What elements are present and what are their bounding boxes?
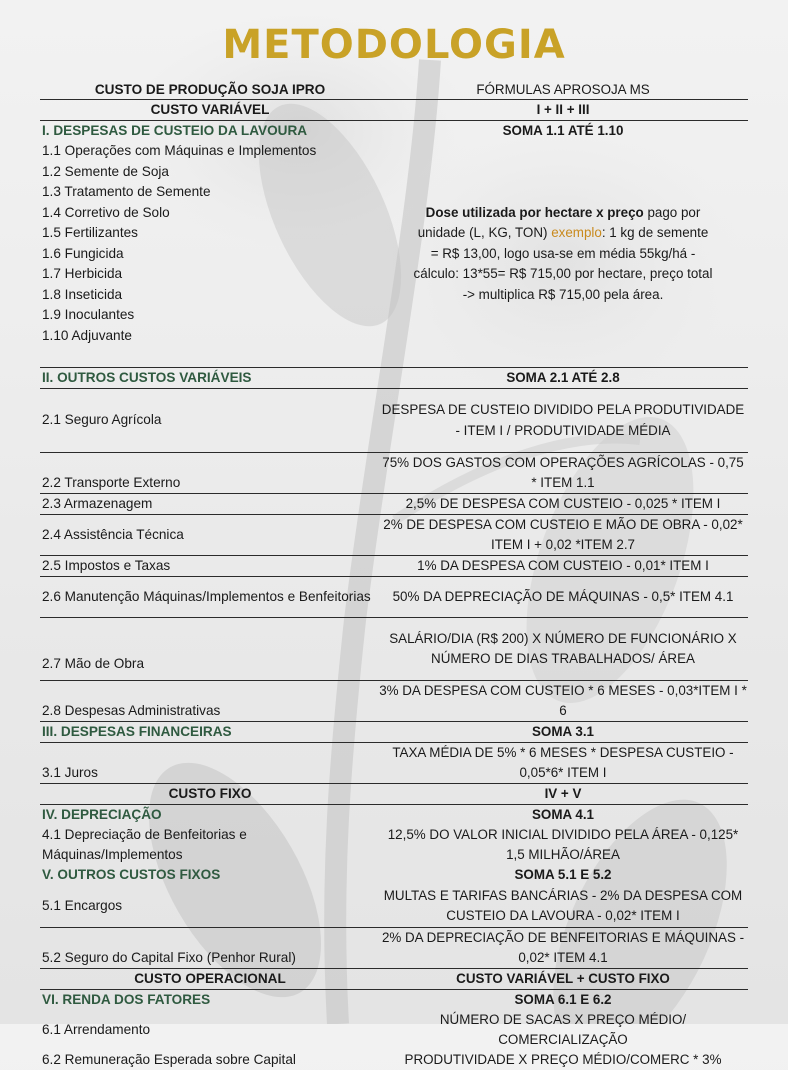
table-row xyxy=(40,618,748,681)
table-row xyxy=(40,1050,748,1070)
row-label: 4.1 Depreciação de Benfeitorias e Máquinas/Implementos xyxy=(42,826,247,862)
explanation-text-cont: : 1 kg de semente = R$ 13,00, logo usa-se em média 55kg/há - cálculo: 13*55= R$ 715,00 por hectare, preço total -> multiplica R$ 715,00 pela área. xyxy=(413,225,713,302)
row-label: 2.4 Assistência Técnica xyxy=(42,526,184,542)
custo-fixo-formula: IV + V xyxy=(544,785,582,801)
custo-fixo-row xyxy=(40,784,748,805)
section-1-formula: SOMA 1.1 ATÉ 1.10 xyxy=(502,122,624,138)
row-label: 2.5 Impostos e Taxas xyxy=(42,557,171,573)
list-item: 1.8 Inseticida xyxy=(42,286,123,302)
section-4-formula: SOMA 4.1 xyxy=(531,806,594,822)
row-label: 6.2 Remuneração Esperada sobre Capital xyxy=(42,1051,296,1067)
custo-operacional-row xyxy=(40,969,748,990)
row-formula: PRODUTIVIDADE X PREÇO MÉDIO/COMERC * 3% xyxy=(404,1051,722,1067)
header-left: CUSTO DE PRODUÇÃO SOJA IPRO xyxy=(94,81,326,97)
section-1-explanation xyxy=(378,141,748,367)
row-label: 2.3 Armazenagem xyxy=(42,495,153,511)
list-item: 1.2 Semente de Soja xyxy=(42,163,169,179)
table-row xyxy=(40,577,748,618)
section-1-header xyxy=(40,121,748,141)
row-label: 3.1 Juros xyxy=(42,764,98,780)
table-row xyxy=(40,494,748,515)
section-3-formula: SOMA 3.1 xyxy=(531,723,594,739)
list-item: 1.4 Corretivo de Solo xyxy=(42,204,170,220)
row-label: 2.7 Mão de Obra xyxy=(42,655,145,671)
section-6-header xyxy=(40,990,748,1010)
section-5-title: V. OUTROS CUSTOS FIXOS xyxy=(42,866,221,882)
custo-operacional-label: CUSTO OPERACIONAL xyxy=(134,970,286,986)
row-label: 2.6 Manutenção Máquinas/Implementos e Benfeitorias xyxy=(42,588,371,604)
table-row xyxy=(40,1010,748,1050)
custo-variavel-label: CUSTO VARIÁVEL xyxy=(150,101,270,117)
custo-variavel-formula: I + II + III xyxy=(536,101,590,117)
section-2-header xyxy=(40,368,748,389)
row-formula: 2% DA DEPRECIAÇÃO DE BENFEITORIAS E MÁQUINAS - 0,02* ITEM 4.1 xyxy=(381,929,745,965)
row-formula: TAXA MÉDIA DE 5% * 6 MESES * DESPESA CUSTEIO - 0,05*6* ITEM I xyxy=(392,744,734,780)
section-5-formula: SOMA 5.1 E 5.2 xyxy=(514,866,612,882)
header-right: FÓRMULAS APROSOJA MS xyxy=(476,81,650,97)
section-2-formula: SOMA 2.1 ATÉ 2.8 xyxy=(506,369,620,385)
section-6-formula: SOMA 6.1 E 6.2 xyxy=(514,991,612,1007)
custo-variavel-row xyxy=(40,100,748,121)
row-formula: 3% DA DESPESA COM CUSTEIO * 6 MESES - 0,03*ITEM I * 6 xyxy=(379,682,747,718)
section-3-title: III. DESPESAS FINANCEIRAS xyxy=(42,723,232,739)
section-4-header xyxy=(40,805,748,825)
list-item: 1.5 Fertilizantes xyxy=(42,225,138,240)
explanation-example-highlight: exemplo xyxy=(551,225,602,241)
page-title: METODOLOGIA xyxy=(222,22,566,68)
row-formula: 2% DE DESPESA COM CUSTEIO E MÃO DE OBRA - 0,02* ITEM I + 0,02 *ITEM 2.7 xyxy=(383,516,743,552)
section-1-title: I. DESPESAS DE CUSTEIO DA LAVOURA xyxy=(42,122,308,138)
table-row xyxy=(40,453,748,494)
row-formula: SALÁRIO/DIA (R$ 200) X NÚMERO DE FUNCIONÁRIO X NÚMERO DE DIAS TRABALHADOS/ ÁREA xyxy=(389,630,737,666)
section-1-body xyxy=(40,141,748,368)
row-formula: MULTAS E TARIFAS BANCÁRIAS - 2% DA DESPESA COM CUSTEIO DA LAVOURA - 0,02* ITEM I xyxy=(383,887,743,923)
explanation-text: pago por unidade (L, KG, TON) xyxy=(417,204,701,241)
section-1-items xyxy=(40,141,378,367)
section-2-title: II. OUTROS CUSTOS VARIÁVEIS xyxy=(42,369,252,385)
table-row xyxy=(40,515,748,556)
row-label: 2.2 Transporte Externo xyxy=(42,474,181,490)
row-formula: NÚMERO DE SACAS X PREÇO MÉDIO/ COMERCIALIZAÇÃO xyxy=(439,1011,687,1047)
section-3-header xyxy=(40,722,748,743)
section-6-title: VI. RENDA DOS FATORES xyxy=(42,991,211,1007)
table-row xyxy=(40,928,748,969)
row-formula: 50% DA DEPRECIAÇÃO DE MÁQUINAS - 0,5* ITEM 4.1 xyxy=(392,588,734,604)
table-header-row xyxy=(40,81,748,100)
row-label: 6.1 Arrendamento xyxy=(42,1021,151,1037)
list-item: 1.9 Inoculantes xyxy=(42,307,135,322)
list-item: 1.6 Fungicida xyxy=(42,245,124,261)
table-row xyxy=(40,389,748,453)
custo-fixo-label: CUSTO FIXO xyxy=(168,785,252,801)
list-item: 1.1 Operações com Máquinas e Implementos xyxy=(42,143,317,158)
methodology-table xyxy=(40,81,748,1070)
list-item: 1.7 Herbicida xyxy=(42,266,123,281)
row-label: 2.8 Despesas Administrativas xyxy=(42,702,221,718)
table-row xyxy=(40,825,748,865)
row-formula: 2,5% DE DESPESA COM CUSTEIO - 0,025 * ITEM I xyxy=(405,495,721,511)
section-4-title: IV. DEPRECIAÇÃO xyxy=(42,806,162,822)
row-formula: DESPESA DE CUSTEIO DIVIDIDO PELA PRODUTIVIDADE - ITEM I / PRODUTIVIDADE MÉDIA xyxy=(381,402,745,438)
table-row xyxy=(40,681,748,722)
custo-operacional-formula: CUSTO VARIÁVEL + CUSTO FIXO xyxy=(456,970,670,986)
row-label: 5.2 Seguro do Capital Fixo (Penhor Rural) xyxy=(42,949,296,965)
section-5-header xyxy=(40,865,748,885)
row-formula: 12,5% DO VALOR INICIAL DIVIDIDO PELA ÁREA - 0,125* 1,5 MILHÃO/ÁREA xyxy=(387,826,739,862)
table-row xyxy=(40,885,748,928)
list-item: 1.10 Adjuvante xyxy=(42,327,132,343)
row-label: 5.1 Encargos xyxy=(42,897,123,913)
list-item: 1.3 Tratamento de Semente xyxy=(42,184,211,199)
explanation-bold: Dose utilizada por hectare x preço xyxy=(425,204,644,220)
table-row xyxy=(40,556,748,577)
row-label: 2.1 Seguro Agrícola xyxy=(42,412,162,428)
row-formula: 75% DOS GASTOS COM OPERAÇÕES AGRÍCOLAS - 0,75 * ITEM 1.1 xyxy=(382,454,744,490)
row-formula: 1% DA DESPESA COM CUSTEIO - 0,01* ITEM I xyxy=(417,557,709,573)
table-row xyxy=(40,743,748,784)
